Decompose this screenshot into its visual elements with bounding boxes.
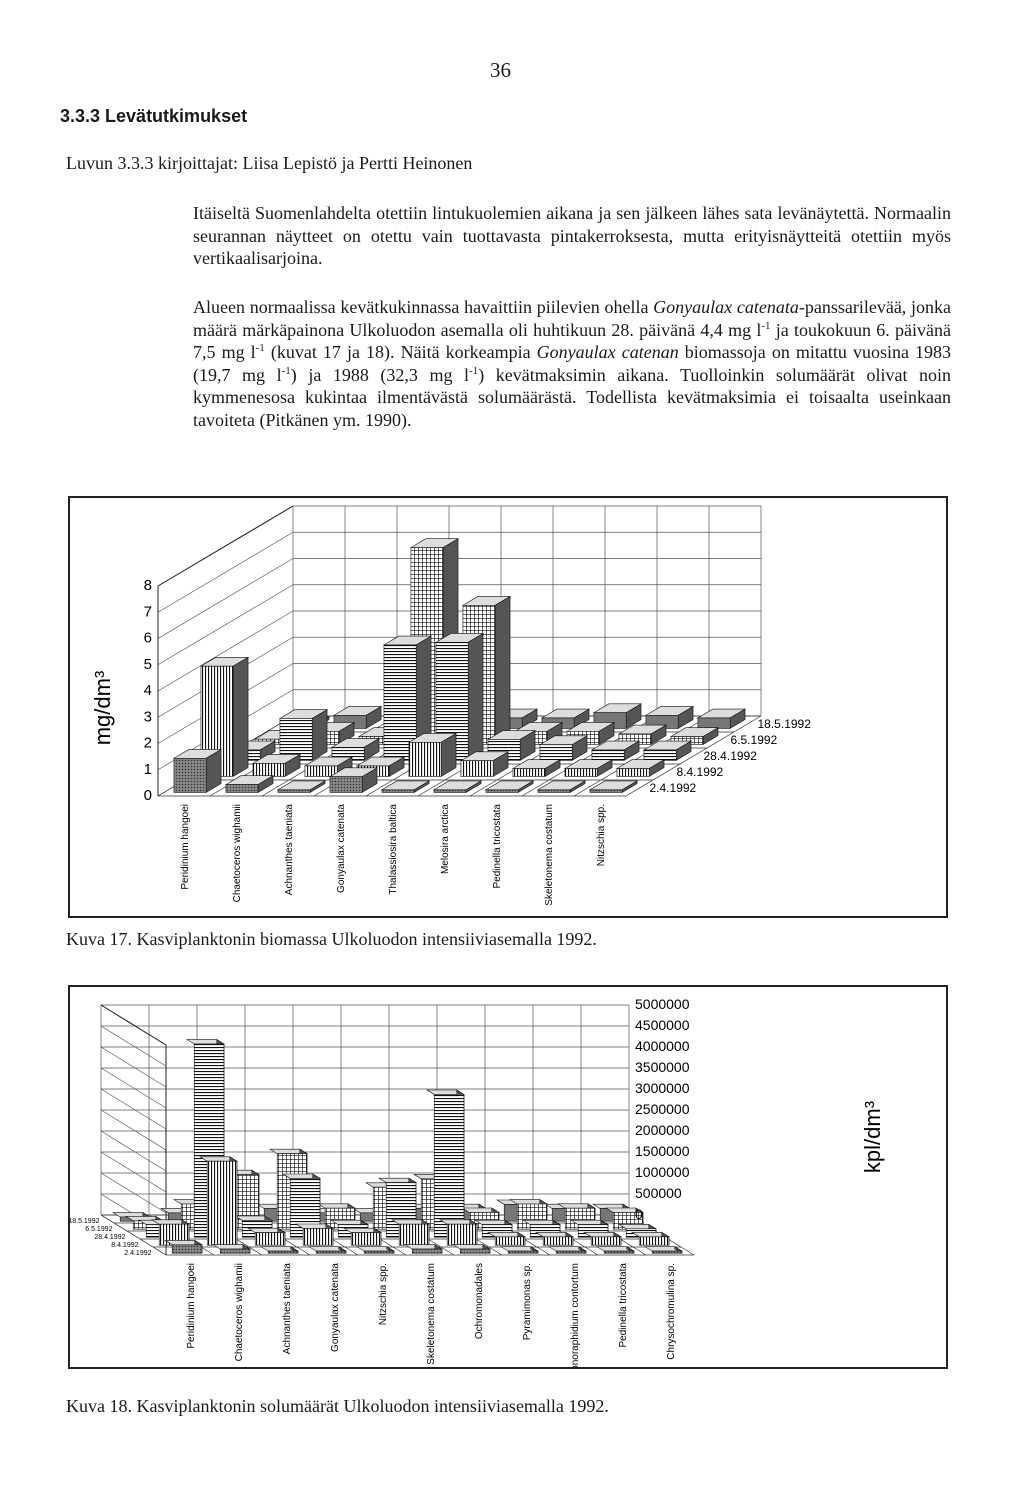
bar [330, 777, 362, 793]
category-label: Monoraphidium contortum [570, 1263, 581, 1367]
para2-text: Alueen normaalissa kevätkukinnassa havaittiin piilevien ohella [193, 297, 654, 317]
bar [461, 761, 493, 777]
category-label: Achnanthes taeniata [284, 804, 295, 896]
bar [698, 718, 730, 729]
bar [220, 1249, 250, 1253]
bar [508, 1251, 538, 1253]
bar [303, 1228, 333, 1245]
bar [644, 750, 676, 761]
category-label: Chaetoceros wighamii [232, 804, 243, 903]
series-depth-label: 6.5.1992 [85, 1226, 113, 1233]
bar [652, 1251, 682, 1253]
y-tick-label: 4500000 [635, 1017, 690, 1033]
bar [543, 1237, 573, 1245]
y-tick-label: 5000000 [635, 996, 690, 1012]
figure-17-biomass-chart [68, 496, 948, 918]
figure-18-caption: Kuva 18. Kasviplanktonin solumäärät Ulkoluodon intensiiviasemalla 1992. [66, 1396, 609, 1416]
bar [565, 769, 597, 777]
gridline [101, 1152, 166, 1192]
bar [540, 745, 572, 761]
para2-text: ) ja 1988 (32,3 mg l [290, 364, 470, 385]
y-tick-label: 1000000 [635, 1164, 690, 1180]
bar [207, 1161, 237, 1245]
category-label: Achnanthes taeniata [282, 1263, 293, 1355]
paragraph-2 [193, 296, 951, 431]
series-depth-label: 8.4.1992 [676, 765, 724, 779]
species-name: Gonyaulax catenata [653, 297, 799, 317]
superscript: -1 [761, 319, 771, 332]
page-number: 36 [490, 58, 511, 82]
bar-side [312, 710, 327, 761]
para2-text: biomassoja on mitattu vuosina 1983 (19,7 mg l [193, 342, 951, 385]
bar-side [495, 596, 510, 744]
category-label: Ochromonadales [474, 1263, 485, 1340]
y-tick-label: 3500000 [635, 1059, 690, 1075]
para2-text: ja toukokuun 6. päivänä 7,5 mg l [193, 319, 951, 362]
para2-text: ) kevätmaksimin aikana. Tuolloinkin solumäärät olivat noin kymmenesosa kukintaa ilmentävästä solumäärästä. Todellista kevätmaksimia ei toisaalta useinkaan tavoiteta (Pitkänen ym. 1990). [193, 364, 951, 430]
bar-side [468, 633, 483, 760]
bar [278, 790, 310, 793]
bar [590, 790, 622, 793]
y-tick-label: 2500000 [635, 1101, 690, 1117]
y-tick-label: 6 [143, 629, 152, 647]
gridline [101, 1173, 166, 1213]
bar [434, 790, 466, 793]
bar [364, 1251, 394, 1253]
bar-side [233, 657, 248, 776]
category-label: Thalassiosira baltica [388, 804, 399, 895]
chart-17-svg [70, 498, 946, 916]
bar [253, 763, 285, 776]
bar [434, 1094, 464, 1237]
bar [255, 1233, 285, 1246]
category-label: Skeletonema costatum [544, 804, 555, 906]
bar [382, 790, 414, 793]
category-label: Peridinium hangoei [180, 804, 191, 890]
bar [538, 790, 570, 793]
series-depth-label: 6.5.1992 [730, 733, 778, 747]
bar [556, 1251, 586, 1253]
bar [591, 1237, 621, 1245]
y-tick-label: 2000000 [635, 1122, 690, 1138]
species-name: Gonyaulax catenan [536, 342, 679, 362]
category-label: Melosira arctica [440, 804, 451, 875]
y-tick-label: 3000000 [635, 1080, 690, 1096]
bar [172, 1245, 202, 1253]
bar [305, 766, 337, 777]
y-tick-label: 5 [143, 655, 152, 673]
y-tick-label: 2 [143, 734, 152, 752]
bar [486, 790, 518, 793]
category-label: Nitzschia spp. [378, 1263, 389, 1326]
bar [316, 1251, 346, 1253]
category-label: Peridinium hangoei [186, 1263, 197, 1349]
series-depth-label: 2.4.1992 [124, 1250, 152, 1257]
paragraph-1: Itäiseltä Suomenlahdelta otettiin lintukuolemien aikana ja sen jälkeen lähes sata levänäytettä. Normaalin seurannan näytteet on otettu vain tuottavasta pintakerroksesta, mutta erityisnäytteitä otettiin myös vertikaalisarjoina. [193, 203, 951, 268]
para2-text: -panssarilevää, jonka määrä märkäpainona Ulkoluodon asemalla oli huhtikuun 28. päivänä 4,4 mg l [193, 297, 952, 340]
series-depth-label: 18.5.1992 [757, 717, 811, 731]
bar [409, 742, 441, 776]
category-label: Pedinella tricostata [618, 1263, 629, 1348]
authors-line: Luvun 3.3.3 kirjoittajat: Liisa Lepistö ja Pertti Heinonen [66, 153, 473, 173]
bar [639, 1237, 669, 1245]
gridline [101, 1131, 166, 1171]
gridline [101, 1089, 166, 1129]
bar [617, 769, 649, 777]
figure-18-cellcount-chart [68, 985, 948, 1369]
y-tick-label: 4 [143, 682, 152, 699]
bar [460, 1249, 490, 1253]
series-depth-label: 28.4.1992 [703, 749, 757, 763]
y-tick-label: 7 [143, 603, 152, 621]
series-depth-label: 28.4.1992 [94, 1234, 126, 1241]
bar [268, 1251, 298, 1253]
bar [604, 1251, 634, 1253]
superscript: -1 [469, 364, 479, 377]
y-axis-label: kpl/dm³ [860, 1100, 885, 1174]
category-label: Skeletonema costatum [426, 1263, 437, 1365]
para2-text: (kuvat 17 ja 18). Näitä korkeampia [264, 342, 537, 362]
category-label: Pedinella tricostata [492, 804, 503, 889]
category-label: Pyramimonas sp. [522, 1263, 533, 1341]
category-label: Nitzschia spp. [596, 804, 607, 867]
y-tick-label: 4000000 [635, 1038, 690, 1054]
series-depth-label: 18.5.1992 [70, 1218, 100, 1225]
y-tick-label: 1 [143, 760, 152, 778]
category-label: Chrysochromulina sp. [666, 1263, 677, 1360]
bar [513, 769, 545, 777]
y-tick-label: 0 [635, 1206, 643, 1222]
y-tick-label: 500000 [635, 1185, 682, 1201]
series-depth-label: 8.4.1992 [111, 1242, 139, 1249]
bar [412, 1249, 442, 1253]
bar [447, 1224, 477, 1245]
bar [399, 1224, 429, 1245]
superscript: -1 [281, 364, 291, 377]
section-heading: 3.3.3 Levätutkimukset [60, 106, 248, 126]
y-tick-label: 1500000 [635, 1143, 690, 1159]
series-depth-label: 2.4.1992 [649, 781, 697, 795]
chart-18-svg [70, 987, 946, 1367]
gridline [158, 559, 293, 639]
category-label: Gonyaulax catenata [336, 804, 347, 893]
gridline [158, 532, 293, 612]
gridline [101, 1068, 166, 1108]
gridline [101, 1110, 166, 1150]
bar [495, 1237, 525, 1245]
category-label: Chaetoceros wighamii [234, 1263, 245, 1362]
category-label: Gonyaulax catenata [330, 1263, 341, 1352]
gridline [101, 1026, 166, 1066]
figure-17-caption: Kuva 17. Kasviplanktonin biomassa Ulkoluodon intensiiviasemalla 1992. [66, 929, 597, 949]
bar [226, 785, 258, 793]
bar [351, 1233, 381, 1246]
y-tick-label: 8 [143, 577, 152, 594]
superscript: -1 [255, 342, 265, 354]
y-tick-label: 0 [143, 787, 152, 804]
bar [174, 758, 206, 792]
y-tick-label: 3 [143, 708, 152, 726]
y-axis-label: mg/dm³ [90, 670, 115, 746]
bar [280, 718, 312, 760]
gridline [158, 585, 293, 665]
bar [592, 750, 624, 761]
gridline [101, 1047, 166, 1087]
